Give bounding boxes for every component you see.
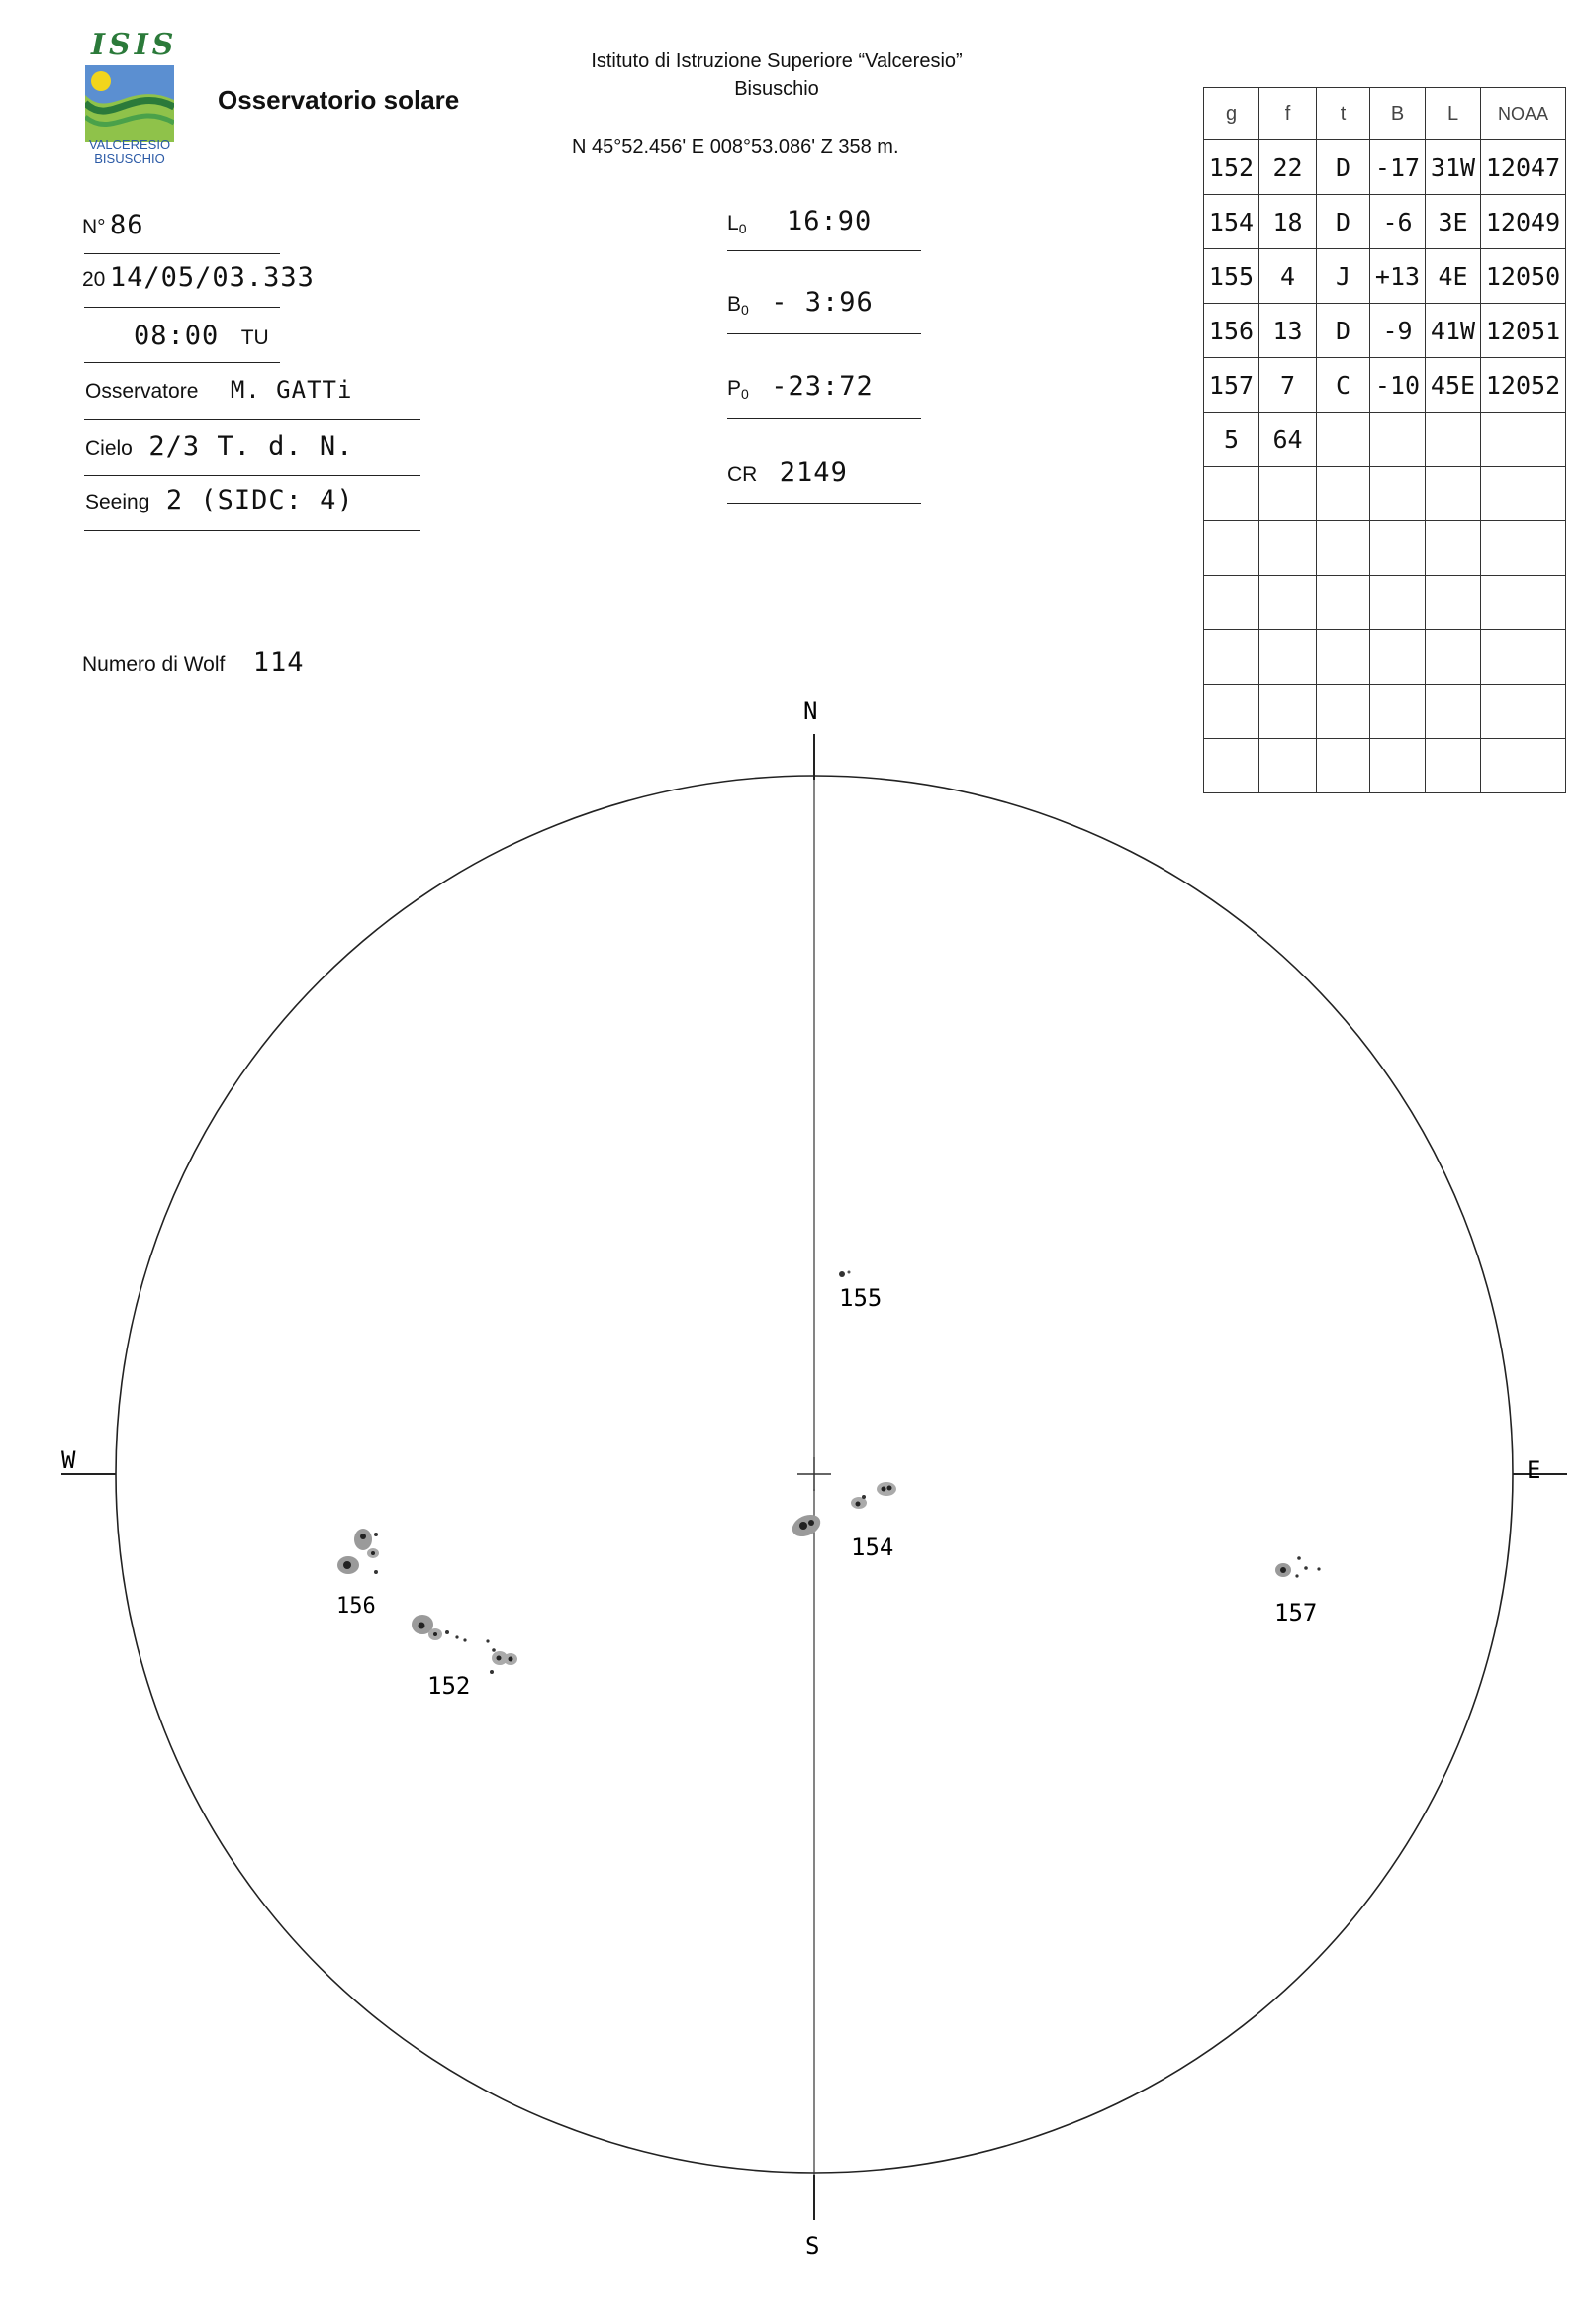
sunspot-umbra — [808, 1520, 814, 1526]
logo-wordmark: ISIS — [91, 28, 178, 62]
group-label-155: 155 — [839, 1284, 883, 1312]
p0-label: P — [727, 377, 742, 400]
observation-number-value: 86 — [110, 210, 144, 240]
seeing-label: Seeing — [85, 491, 150, 513]
sunspot — [445, 1630, 449, 1634]
sunspot — [1304, 1566, 1308, 1570]
logo-subtitle-line-2: BISUSCHIO — [94, 151, 165, 166]
sunspot — [1295, 1574, 1298, 1577]
observation-date-value: 14/05/03.333 — [109, 262, 315, 293]
b0-value: - 3:96 — [771, 287, 874, 318]
sunspot — [486, 1639, 489, 1642]
sunspot — [848, 1271, 851, 1274]
cell-longitude: 4E — [1426, 249, 1481, 304]
col-header-type: t — [1317, 88, 1370, 140]
wolf-number-value: 114 — [252, 647, 305, 678]
cell-group: 154 — [1204, 195, 1259, 249]
sunspot — [463, 1638, 466, 1641]
l0-label: L — [727, 212, 739, 234]
sunspot-umbra — [360, 1534, 366, 1539]
observation-time-value: 08:00 — [134, 321, 220, 351]
p0-value: -23:72 — [771, 371, 874, 402]
sunspot — [862, 1495, 866, 1499]
sunspot — [492, 1648, 496, 1652]
cell-latitude: -9 — [1370, 304, 1426, 358]
sunspot-umbra — [882, 1487, 886, 1492]
institute-line-2: Bisuschio — [734, 78, 819, 100]
l0-value: 16:90 — [786, 206, 873, 236]
sunspot-group-157 — [1275, 1556, 1321, 1577]
cell-longitude: 45E — [1426, 358, 1481, 413]
label-west: W — [61, 1446, 76, 1474]
l0-subscript: 0 — [738, 221, 747, 237]
col-header-longitude: L — [1426, 88, 1481, 140]
sunspot-umbra — [371, 1551, 375, 1555]
page-title: Osservatorio solare — [218, 85, 460, 115]
sunspot — [1297, 1556, 1301, 1560]
group-label-156: 156 — [336, 1594, 376, 1619]
col-header-group: g — [1204, 88, 1259, 140]
cell-type: D — [1317, 140, 1370, 195]
col-header-noaa: NOAA — [1481, 88, 1566, 140]
sunspot-umbra — [856, 1502, 861, 1507]
cell-longitude: 31W — [1426, 140, 1481, 195]
b0-subscript: 0 — [741, 302, 749, 319]
cell-spots: 4 — [1259, 249, 1317, 304]
institute-line-1: Istituto di Istruzione Superiore “Valceresio” — [591, 50, 963, 72]
cell-group: 156 — [1204, 304, 1259, 358]
sky-label: Cielo — [85, 437, 133, 460]
sunspot-umbra — [419, 1623, 425, 1629]
cell-latitude: +13 — [1370, 249, 1426, 304]
seeing-value: 2 (SIDC: 4) — [165, 485, 354, 515]
label-north: N — [803, 697, 818, 725]
cell-noaa: 12047 — [1481, 140, 1566, 195]
observation-number-label: N° — [82, 216, 106, 238]
observatory-coordinates: N 45°52.456' E 008°53.086' Z 358 m. — [572, 137, 899, 158]
cell-noaa: 12051 — [1481, 304, 1566, 358]
cell-spots: 22 — [1259, 140, 1317, 195]
cell-type: J — [1317, 249, 1370, 304]
wolf-number-label: Numero di Wolf — [82, 653, 226, 676]
group-label-152: 152 — [427, 1672, 471, 1700]
cell-spots: 18 — [1259, 195, 1317, 249]
cell-spots: 7 — [1259, 358, 1317, 413]
sunspot — [490, 1670, 494, 1674]
cell-type: C — [1317, 358, 1370, 413]
sunspot-penumbra — [877, 1482, 896, 1496]
sunspot-umbra — [497, 1656, 502, 1661]
cr-label: CR — [727, 463, 758, 486]
cell-group: 5 — [1204, 413, 1259, 467]
cell-latitude: -6 — [1370, 195, 1426, 249]
observation-time-suffix: TU — [240, 326, 269, 349]
col-header-latitude: B — [1370, 88, 1426, 140]
cell-noaa: 12049 — [1481, 195, 1566, 249]
cell-longitude: 3E — [1426, 195, 1481, 249]
cell-noaa: 12050 — [1481, 249, 1566, 304]
col-header-spots: f — [1259, 88, 1317, 140]
sunspot — [1317, 1567, 1320, 1570]
p0-subscript: 0 — [741, 386, 749, 403]
cell-latitude: -10 — [1370, 358, 1426, 413]
cell-group: 155 — [1204, 249, 1259, 304]
logo-subtitle-line-1: VALCERESIO — [88, 138, 171, 152]
cell-spots: 13 — [1259, 304, 1317, 358]
sunspot-umbra — [887, 1486, 892, 1491]
sunspot-umbra — [433, 1632, 437, 1636]
sunspot-umbra — [799, 1522, 807, 1530]
sunspot-umbra — [509, 1657, 513, 1662]
cell-noaa: 12052 — [1481, 358, 1566, 413]
cr-value: 2149 — [779, 457, 848, 488]
group-label-154: 154 — [851, 1534, 894, 1561]
cell-type: D — [1317, 304, 1370, 358]
cell-group: 152 — [1204, 140, 1259, 195]
sky-value: 2/3 T. d. N. — [148, 431, 354, 462]
sunspot-group-156 — [337, 1529, 379, 1574]
label-south: S — [805, 2232, 820, 2260]
cell-type: D — [1317, 195, 1370, 249]
b0-label: B — [727, 293, 742, 316]
observer-label: Osservatore — [85, 380, 199, 403]
label-east: E — [1527, 1456, 1541, 1484]
sunspot — [455, 1635, 458, 1638]
sunspot-group-155 — [839, 1271, 851, 1278]
sunspot — [374, 1533, 378, 1536]
sunspot-umbra — [343, 1561, 351, 1569]
sunspot-group-154 — [789, 1482, 896, 1540]
sunspot — [374, 1570, 378, 1574]
cell-latitude: -17 — [1370, 140, 1426, 195]
sunspot-umbra — [1280, 1567, 1286, 1573]
cell-group: 157 — [1204, 358, 1259, 413]
group-label-157: 157 — [1274, 1599, 1318, 1627]
observation-date-prefix: 20 — [82, 268, 106, 291]
cell-longitude: 41W — [1426, 304, 1481, 358]
sunspot — [839, 1271, 845, 1277]
sunspot-group-152 — [412, 1615, 517, 1674]
observer-value: M. GATTi — [230, 376, 353, 404]
cell-spots: 64 — [1259, 413, 1317, 467]
